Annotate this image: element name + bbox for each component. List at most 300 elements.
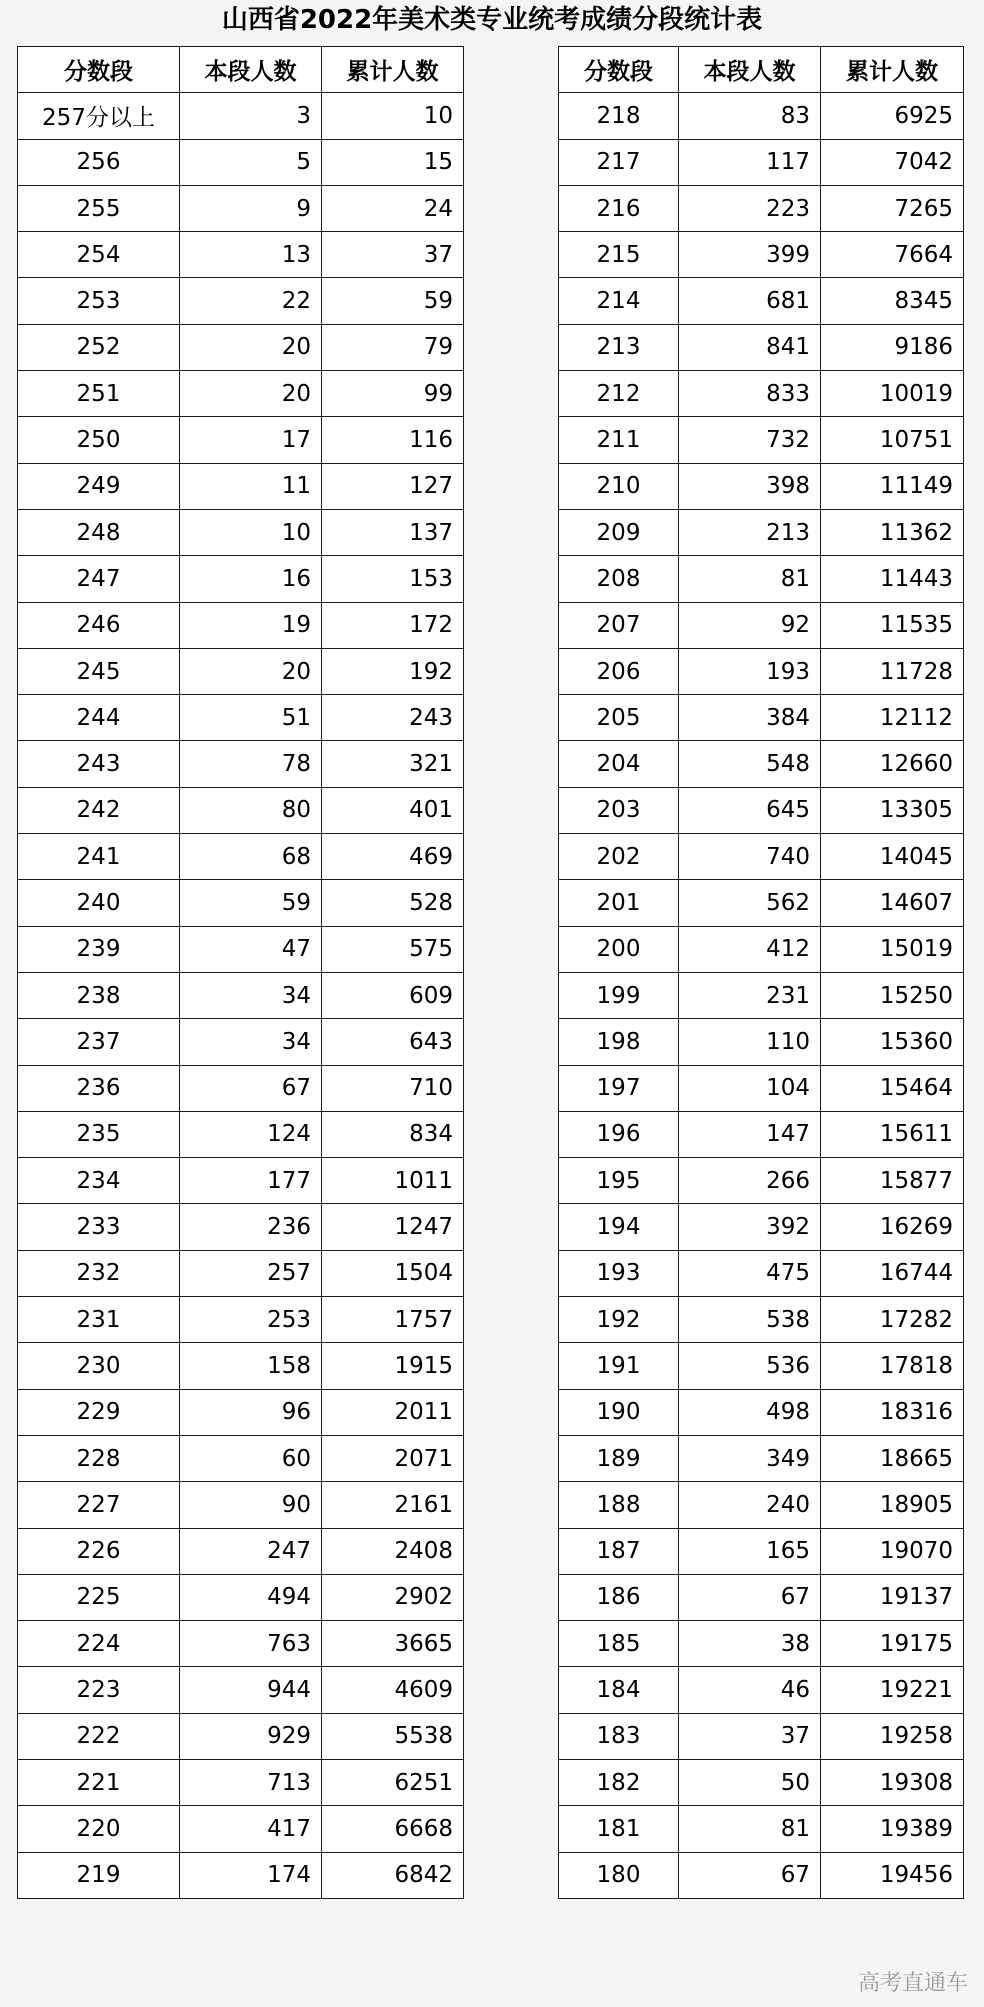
- segment-count-cell: 349: [679, 1435, 821, 1481]
- segment-count-cell: 562: [679, 880, 821, 926]
- cumulative-count-cell: 2408: [322, 1528, 464, 1574]
- table-row: [559, 787, 964, 833]
- segment-count-cell: 3: [180, 93, 322, 139]
- score-range-cell: 224: [18, 1621, 180, 1667]
- cumulative-count-cell: 15: [322, 139, 464, 185]
- cumulative-count-cell: 192: [322, 648, 464, 694]
- segment-count-cell: 78: [180, 741, 322, 787]
- score-range-cell: 220: [18, 1806, 180, 1852]
- segment-count-cell: 5: [180, 139, 322, 185]
- table-row: [559, 509, 964, 555]
- table-row: [559, 1158, 964, 1204]
- segment-count-cell: 9: [180, 185, 322, 231]
- table-row: [18, 880, 464, 926]
- table-row: [18, 1065, 464, 1111]
- table-row: [559, 1667, 964, 1713]
- table-row: [18, 1528, 464, 1574]
- score-range-cell: 207: [559, 602, 679, 648]
- score-range-cell: 206: [559, 648, 679, 694]
- score-range-cell: 189: [559, 1435, 679, 1481]
- score-range-cell: 190: [559, 1389, 679, 1435]
- table-row: [559, 880, 964, 926]
- table-row: [559, 1621, 964, 1667]
- cumulative-count-cell: 7664: [821, 232, 964, 278]
- score-range-cell: 213: [559, 324, 679, 370]
- cumulative-count-cell: 643: [322, 1019, 464, 1065]
- table-row: [18, 1204, 464, 1250]
- segment-count-cell: 47: [180, 926, 322, 972]
- score-range-cell: 211: [559, 417, 679, 463]
- score-range-cell: 180: [559, 1852, 679, 1898]
- score-range-cell: 196: [559, 1111, 679, 1157]
- cumulative-count-cell: 1247: [322, 1204, 464, 1250]
- score-range-cell: 249: [18, 463, 180, 509]
- segment-count-cell: 20: [180, 371, 322, 417]
- column-header-score-range: 分数段: [559, 47, 679, 93]
- score-range-cell: 208: [559, 556, 679, 602]
- segment-count-cell: 841: [679, 324, 821, 370]
- cumulative-count-cell: 6251: [322, 1759, 464, 1805]
- cumulative-count-cell: 17818: [821, 1343, 964, 1389]
- column-header-segment-count: 本段人数: [679, 47, 821, 93]
- score-range-cell: 257分以上: [18, 93, 180, 139]
- cumulative-count-cell: 243: [322, 695, 464, 741]
- segment-count-cell: 117: [679, 139, 821, 185]
- table-row: [18, 556, 464, 602]
- cumulative-count-cell: 7042: [821, 139, 964, 185]
- cumulative-count-cell: 10019: [821, 371, 964, 417]
- cumulative-count-cell: 116: [322, 417, 464, 463]
- segment-count-cell: 929: [180, 1713, 322, 1759]
- score-range-cell: 221: [18, 1759, 180, 1805]
- segment-count-cell: 34: [180, 972, 322, 1018]
- table-header-row: [18, 47, 464, 93]
- cumulative-count-cell: 11535: [821, 602, 964, 648]
- table-row: [18, 463, 464, 509]
- segment-count-cell: 92: [679, 602, 821, 648]
- segment-count-cell: 38: [679, 1621, 821, 1667]
- table-row: [559, 185, 964, 231]
- score-range-cell: 248: [18, 509, 180, 555]
- table-row: [559, 1806, 964, 1852]
- score-range-cell: 209: [559, 509, 679, 555]
- table-row: [18, 371, 464, 417]
- score-range-cell: 228: [18, 1435, 180, 1481]
- table-row: [559, 1111, 964, 1157]
- score-range-cell: 204: [559, 741, 679, 787]
- cumulative-count-cell: 834: [322, 1111, 464, 1157]
- column-header-cumulative-count: 累计人数: [821, 47, 964, 93]
- cumulative-count-cell: 11362: [821, 509, 964, 555]
- cumulative-count-cell: 528: [322, 880, 464, 926]
- segment-count-cell: 645: [679, 787, 821, 833]
- score-range-cell: 223: [18, 1667, 180, 1713]
- segment-count-cell: 213: [679, 509, 821, 555]
- cumulative-count-cell: 11149: [821, 463, 964, 509]
- score-range-cell: 234: [18, 1158, 180, 1204]
- cumulative-count-cell: 1915: [322, 1343, 464, 1389]
- table-row: [18, 1667, 464, 1713]
- segment-count-cell: 236: [180, 1204, 322, 1250]
- cumulative-count-cell: 79: [322, 324, 464, 370]
- cumulative-count-cell: 137: [322, 509, 464, 555]
- segment-count-cell: 417: [180, 1806, 322, 1852]
- segment-count-cell: 681: [679, 278, 821, 324]
- cumulative-count-cell: 19456: [821, 1852, 964, 1898]
- score-range-cell: 230: [18, 1343, 180, 1389]
- cumulative-count-cell: 127: [322, 463, 464, 509]
- table-row: [18, 1019, 464, 1065]
- table-row: [559, 93, 964, 139]
- table-row: [18, 93, 464, 139]
- table-row: [18, 695, 464, 741]
- table-row: [18, 1389, 464, 1435]
- segment-count-cell: 81: [679, 1806, 821, 1852]
- cumulative-count-cell: 9186: [821, 324, 964, 370]
- cumulative-count-cell: 172: [322, 602, 464, 648]
- segment-count-cell: 193: [679, 648, 821, 694]
- score-range-cell: 239: [18, 926, 180, 972]
- score-range-cell: 214: [559, 278, 679, 324]
- cumulative-count-cell: 3665: [322, 1621, 464, 1667]
- table-row: [18, 787, 464, 833]
- table-row: [18, 1297, 464, 1343]
- cumulative-count-cell: 11728: [821, 648, 964, 694]
- score-range-cell: 226: [18, 1528, 180, 1574]
- score-range-cell: 205: [559, 695, 679, 741]
- table-row: [18, 232, 464, 278]
- score-range-cell: 191: [559, 1343, 679, 1389]
- segment-count-cell: 80: [180, 787, 322, 833]
- segment-count-cell: 174: [180, 1852, 322, 1898]
- segment-count-cell: 165: [679, 1528, 821, 1574]
- score-range-cell: 184: [559, 1667, 679, 1713]
- score-range-cell: 247: [18, 556, 180, 602]
- segment-count-cell: 392: [679, 1204, 821, 1250]
- score-range-cell: 225: [18, 1574, 180, 1620]
- table-row: [559, 972, 964, 1018]
- cumulative-count-cell: 37: [322, 232, 464, 278]
- cumulative-count-cell: 401: [322, 787, 464, 833]
- table-row: [18, 1435, 464, 1481]
- table-row: [559, 417, 964, 463]
- table-row: [559, 741, 964, 787]
- table-row: [559, 1482, 964, 1528]
- segment-count-cell: 266: [679, 1158, 821, 1204]
- score-range-cell: 195: [559, 1158, 679, 1204]
- cumulative-count-cell: 2011: [322, 1389, 464, 1435]
- table-row: [18, 1343, 464, 1389]
- cumulative-count-cell: 15250: [821, 972, 964, 1018]
- score-range-cell: 192: [559, 1297, 679, 1343]
- score-range-cell: 253: [18, 278, 180, 324]
- score-range-cell: 244: [18, 695, 180, 741]
- table-row: [18, 278, 464, 324]
- cumulative-count-cell: 12112: [821, 695, 964, 741]
- score-range-cell: 255: [18, 185, 180, 231]
- segment-count-cell: 740: [679, 834, 821, 880]
- table-row: [18, 741, 464, 787]
- cumulative-count-cell: 6842: [322, 1852, 464, 1898]
- score-range-cell: 188: [559, 1482, 679, 1528]
- table-row: [559, 695, 964, 741]
- score-range-cell: 233: [18, 1204, 180, 1250]
- segment-count-cell: 257: [180, 1250, 322, 1296]
- score-range-cell: 254: [18, 232, 180, 278]
- table-header-row: [559, 47, 964, 93]
- cumulative-count-cell: 4609: [322, 1667, 464, 1713]
- segment-count-cell: 833: [679, 371, 821, 417]
- cumulative-count-cell: 19070: [821, 1528, 964, 1574]
- table-row: [18, 139, 464, 185]
- table-row: [18, 1713, 464, 1759]
- segment-count-cell: 231: [679, 972, 821, 1018]
- segment-count-cell: 37: [679, 1713, 821, 1759]
- segment-count-cell: 11: [180, 463, 322, 509]
- score-range-cell: 219: [18, 1852, 180, 1898]
- table-row: [559, 1065, 964, 1111]
- table-row: [559, 926, 964, 972]
- segment-count-cell: 67: [180, 1065, 322, 1111]
- segment-count-cell: 538: [679, 1297, 821, 1343]
- table-row: [18, 972, 464, 1018]
- cumulative-count-cell: 19175: [821, 1621, 964, 1667]
- segment-count-cell: 20: [180, 648, 322, 694]
- cumulative-count-cell: 13305: [821, 787, 964, 833]
- table-row: [559, 371, 964, 417]
- segment-count-cell: 81: [679, 556, 821, 602]
- page-title: 山西省2022年美术类专业统考成绩分段统计表: [221, 5, 763, 35]
- score-range-cell: 235: [18, 1111, 180, 1157]
- score-range-cell: 250: [18, 417, 180, 463]
- score-table-left: [17, 46, 464, 1899]
- score-range-cell: 229: [18, 1389, 180, 1435]
- cumulative-count-cell: 8345: [821, 278, 964, 324]
- segment-count-cell: 50: [679, 1759, 821, 1805]
- segment-count-cell: 59: [180, 880, 322, 926]
- segment-count-cell: 240: [679, 1482, 821, 1528]
- cumulative-count-cell: 11443: [821, 556, 964, 602]
- score-range-cell: 236: [18, 1065, 180, 1111]
- cumulative-count-cell: 575: [322, 926, 464, 972]
- table-row: [18, 1852, 464, 1898]
- score-range-cell: 197: [559, 1065, 679, 1111]
- score-range-cell: 246: [18, 602, 180, 648]
- score-range-cell: 231: [18, 1297, 180, 1343]
- table-row: [559, 1297, 964, 1343]
- cumulative-count-cell: 24: [322, 185, 464, 231]
- score-range-cell: 215: [559, 232, 679, 278]
- table-row: [559, 1713, 964, 1759]
- table-row: [18, 1621, 464, 1667]
- cumulative-count-cell: 16744: [821, 1250, 964, 1296]
- segment-count-cell: 60: [180, 1435, 322, 1481]
- table-row: [559, 1574, 964, 1620]
- cumulative-count-cell: 14045: [821, 834, 964, 880]
- cumulative-count-cell: 2161: [322, 1482, 464, 1528]
- segment-count-cell: 19: [180, 602, 322, 648]
- segment-count-cell: 223: [679, 185, 821, 231]
- table-row: [559, 556, 964, 602]
- score-table-right: [558, 46, 964, 1899]
- table-row: [18, 1759, 464, 1805]
- segment-count-cell: 536: [679, 1343, 821, 1389]
- segment-count-cell: 46: [679, 1667, 821, 1713]
- segment-count-cell: 498: [679, 1389, 821, 1435]
- segment-count-cell: 110: [679, 1019, 821, 1065]
- cumulative-count-cell: 6668: [322, 1806, 464, 1852]
- cumulative-count-cell: 2902: [322, 1574, 464, 1620]
- cumulative-count-cell: 17282: [821, 1297, 964, 1343]
- score-range-cell: 252: [18, 324, 180, 370]
- table-row: [559, 602, 964, 648]
- score-range-cell: 217: [559, 139, 679, 185]
- table-row: [559, 1250, 964, 1296]
- table-row: [559, 1759, 964, 1805]
- table-row: [559, 1435, 964, 1481]
- table-row: [559, 1528, 964, 1574]
- table-row: [559, 278, 964, 324]
- score-range-cell: 232: [18, 1250, 180, 1296]
- score-range-cell: 203: [559, 787, 679, 833]
- cumulative-count-cell: 609: [322, 972, 464, 1018]
- cumulative-count-cell: 59: [322, 278, 464, 324]
- cumulative-count-cell: 18665: [821, 1435, 964, 1481]
- segment-count-cell: 475: [679, 1250, 821, 1296]
- cumulative-count-cell: 469: [322, 834, 464, 880]
- score-range-cell: 242: [18, 787, 180, 833]
- cumulative-count-cell: 10751: [821, 417, 964, 463]
- segment-count-cell: 732: [679, 417, 821, 463]
- cumulative-count-cell: 2071: [322, 1435, 464, 1481]
- score-range-cell: 238: [18, 972, 180, 1018]
- segment-count-cell: 253: [180, 1297, 322, 1343]
- cumulative-count-cell: 7265: [821, 185, 964, 231]
- segment-count-cell: 177: [180, 1158, 322, 1204]
- score-range-cell: 181: [559, 1806, 679, 1852]
- segment-count-cell: 68: [180, 834, 322, 880]
- cumulative-count-cell: 19258: [821, 1713, 964, 1759]
- score-range-cell: 182: [559, 1759, 679, 1805]
- cumulative-count-cell: 18316: [821, 1389, 964, 1435]
- table-row: [559, 139, 964, 185]
- score-range-cell: 222: [18, 1713, 180, 1759]
- score-range-cell: 187: [559, 1528, 679, 1574]
- cumulative-count-cell: 15611: [821, 1111, 964, 1157]
- column-header-segment-count: 本段人数: [180, 47, 322, 93]
- segment-count-cell: 83: [679, 93, 821, 139]
- segment-count-cell: 124: [180, 1111, 322, 1157]
- table-row: [18, 509, 464, 555]
- column-header-cumulative-count: 累计人数: [322, 47, 464, 93]
- cumulative-count-cell: 99: [322, 371, 464, 417]
- cumulative-count-cell: 1011: [322, 1158, 464, 1204]
- table-row: [18, 1806, 464, 1852]
- segment-count-cell: 494: [180, 1574, 322, 1620]
- score-range-cell: 201: [559, 880, 679, 926]
- segment-count-cell: 384: [679, 695, 821, 741]
- table-row: [18, 1574, 464, 1620]
- table-row: [559, 834, 964, 880]
- segment-count-cell: 51: [180, 695, 322, 741]
- segment-count-cell: 17: [180, 417, 322, 463]
- score-range-cell: 237: [18, 1019, 180, 1065]
- score-range-cell: 202: [559, 834, 679, 880]
- table-row: [559, 1852, 964, 1898]
- table-row: [18, 834, 464, 880]
- table-row: [18, 926, 464, 972]
- cumulative-count-cell: 1757: [322, 1297, 464, 1343]
- score-range-cell: 216: [559, 185, 679, 231]
- segment-count-cell: 412: [679, 926, 821, 972]
- table-row: [559, 1389, 964, 1435]
- cumulative-count-cell: 19308: [821, 1759, 964, 1805]
- cumulative-count-cell: 15877: [821, 1158, 964, 1204]
- score-range-cell: 210: [559, 463, 679, 509]
- segment-count-cell: 247: [180, 1528, 322, 1574]
- cumulative-count-cell: 19389: [821, 1806, 964, 1852]
- segment-count-cell: 96: [180, 1389, 322, 1435]
- cumulative-count-cell: 153: [322, 556, 464, 602]
- cumulative-count-cell: 18905: [821, 1482, 964, 1528]
- segment-count-cell: 548: [679, 741, 821, 787]
- score-range-cell: 183: [559, 1713, 679, 1759]
- cumulative-count-cell: 19137: [821, 1574, 964, 1620]
- score-range-cell: 241: [18, 834, 180, 880]
- table-row: [18, 324, 464, 370]
- cumulative-count-cell: 12660: [821, 741, 964, 787]
- segment-count-cell: 158: [180, 1343, 322, 1389]
- column-header-score-range: 分数段: [18, 47, 180, 93]
- table-row: [18, 185, 464, 231]
- table-row: [18, 602, 464, 648]
- score-range-cell: 200: [559, 926, 679, 972]
- table-row: [18, 1482, 464, 1528]
- table-row: [18, 648, 464, 694]
- table-row: [559, 648, 964, 694]
- cumulative-count-cell: 10: [322, 93, 464, 139]
- table-row: [559, 324, 964, 370]
- score-range-cell: 186: [559, 1574, 679, 1620]
- table-row: [18, 1111, 464, 1157]
- score-range-cell: 243: [18, 741, 180, 787]
- table-row: [559, 1019, 964, 1065]
- cumulative-count-cell: 710: [322, 1065, 464, 1111]
- segment-count-cell: 22: [180, 278, 322, 324]
- cumulative-count-cell: 6925: [821, 93, 964, 139]
- score-range-cell: 245: [18, 648, 180, 694]
- cumulative-count-cell: 16269: [821, 1204, 964, 1250]
- cumulative-count-cell: 15464: [821, 1065, 964, 1111]
- segment-count-cell: 713: [180, 1759, 322, 1805]
- table-row: [559, 232, 964, 278]
- segment-count-cell: 67: [679, 1574, 821, 1620]
- cumulative-count-cell: 321: [322, 741, 464, 787]
- segment-count-cell: 398: [679, 463, 821, 509]
- watermark-text: 高考直通车: [857, 1971, 968, 1996]
- score-range-cell: 193: [559, 1250, 679, 1296]
- segment-count-cell: 104: [679, 1065, 821, 1111]
- score-range-cell: 256: [18, 139, 180, 185]
- table-row: [18, 1158, 464, 1204]
- score-range-cell: 198: [559, 1019, 679, 1065]
- score-range-cell: 240: [18, 880, 180, 926]
- cumulative-count-cell: 15360: [821, 1019, 964, 1065]
- cumulative-count-cell: 15019: [821, 926, 964, 972]
- table-row: [18, 1250, 464, 1296]
- table-row: [559, 1343, 964, 1389]
- cumulative-count-cell: 1504: [322, 1250, 464, 1296]
